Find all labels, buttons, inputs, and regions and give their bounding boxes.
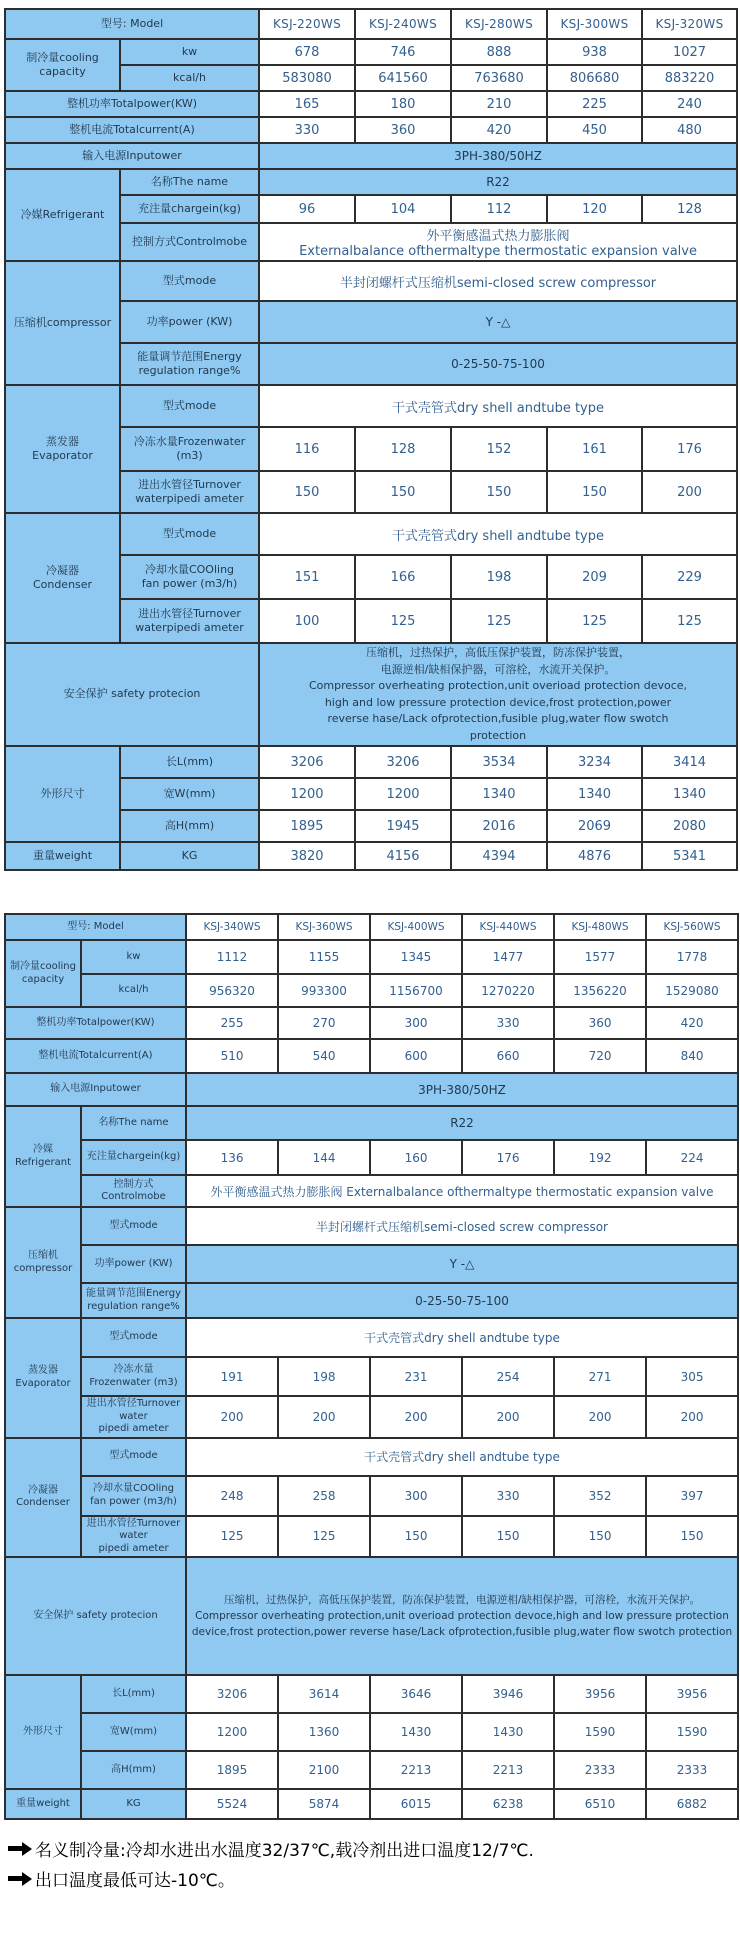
- row-label-cell: 进出水管径Turnover water pipedi ameter: [81, 1516, 186, 1558]
- table-row: [5, 261, 737, 301]
- value-cell: 干式壳管式dry shell andtube type: [259, 513, 737, 555]
- table-row: [5, 1245, 738, 1283]
- value-cell: 300: [370, 1476, 462, 1516]
- group-label-compressor: 压缩机compressor: [5, 261, 120, 385]
- row-label-cell: kw: [120, 39, 259, 65]
- group-label-weight: 重量weight: [5, 842, 120, 870]
- value-cell: 1340: [547, 778, 642, 810]
- value-cell: 112: [451, 195, 547, 223]
- value-cell: 5524: [186, 1789, 278, 1819]
- value-cell: 1200: [186, 1713, 278, 1751]
- group-label-evaporator: 蒸发器 Evaporator: [5, 385, 120, 513]
- value-cell: 229: [642, 555, 737, 599]
- value-cell: 150: [259, 471, 355, 513]
- table-row: [5, 1789, 738, 1819]
- table-row: [5, 746, 737, 778]
- row-label-cell: 冷却水量COOling fan power (m3/h): [120, 555, 259, 599]
- shared-value-cell: 3PH-380/50HZ: [186, 1073, 738, 1106]
- table-row: [5, 385, 737, 427]
- value-cell: 1356220: [554, 974, 646, 1007]
- row-label-cell: 长L(mm): [81, 1675, 186, 1713]
- value-cell: 半封闭螺杆式压缩机semi-closed screw compressor: [186, 1207, 738, 1245]
- value-cell: 120: [547, 195, 642, 223]
- value-cell: 210: [451, 91, 547, 117]
- value-cell: 150: [547, 471, 642, 513]
- value-cell: 2016: [451, 810, 547, 842]
- table-row: [5, 1207, 738, 1245]
- value-cell: 3206: [186, 1675, 278, 1713]
- table-row: [5, 9, 737, 39]
- group-label-compressor: 压缩机compressor: [5, 1207, 81, 1318]
- group-label-weight: 重量weight: [5, 1789, 81, 1819]
- value-cell: 176: [642, 427, 737, 471]
- value-cell: 225: [547, 91, 642, 117]
- row-label-cell: 进出水管径Turnover waterpipedi ameter: [120, 471, 259, 513]
- table-row: [5, 1140, 738, 1175]
- value-cell: 993300: [278, 974, 370, 1007]
- table-row: [5, 1318, 738, 1357]
- value-cell: 420: [451, 117, 547, 143]
- value-cell: 125: [547, 599, 642, 643]
- value-cell: 254: [462, 1357, 554, 1396]
- value-cell: 3206: [355, 746, 451, 778]
- value-cell: 1156700: [370, 974, 462, 1007]
- value-cell: 1430: [462, 1713, 554, 1751]
- row-label-cell: 高H(mm): [120, 810, 259, 842]
- value-cell: 248: [186, 1476, 278, 1516]
- table-row: [5, 1039, 738, 1073]
- value-cell: 1345: [370, 940, 462, 974]
- value-cell: 583080: [259, 65, 355, 91]
- value-cell: 4394: [451, 842, 547, 870]
- group-label-cooling-capacity: 制冷量cooling capacity: [5, 940, 81, 1007]
- row-label-cell: KG: [120, 842, 259, 870]
- value-cell: 330: [259, 117, 355, 143]
- value-cell: 270: [278, 1007, 370, 1039]
- value-cell: 420: [646, 1007, 738, 1039]
- row-label-cell: 整机功率Totalpower(KW): [5, 1007, 186, 1039]
- value-cell: 600: [370, 1039, 462, 1073]
- value-cell: 干式壳管式dry shell andtube type: [186, 1318, 738, 1357]
- spec-table-1: [4, 8, 738, 871]
- value-cell: 1590: [646, 1713, 738, 1751]
- table-row: [5, 1751, 738, 1789]
- value-cell: 200: [462, 1396, 554, 1438]
- model-name-cell: KSJ-300WS: [547, 9, 642, 39]
- table-row: [5, 39, 737, 65]
- value-cell: 125: [186, 1516, 278, 1558]
- value-cell: 125: [278, 1516, 370, 1558]
- value-cell: 152: [451, 427, 547, 471]
- table-row: [5, 91, 737, 117]
- table-row: [5, 842, 737, 870]
- value-cell: 125: [642, 599, 737, 643]
- row-label-cell: 冷冻水量Frozenwater (m3): [81, 1357, 186, 1396]
- value-cell: 231: [370, 1357, 462, 1396]
- value-cell: 641560: [355, 65, 451, 91]
- value-cell: 6238: [462, 1789, 554, 1819]
- value-cell: 1945: [355, 810, 451, 842]
- value-cell: 883220: [642, 65, 737, 91]
- shared-value-cell: 0-25-50-75-100: [186, 1283, 738, 1318]
- value-cell: 干式壳管式dry shell andtube type: [186, 1438, 738, 1476]
- table-row: [5, 1438, 738, 1476]
- group-label-evaporator: 蒸发器 Evaporator: [5, 1318, 81, 1438]
- value-cell: 3946: [462, 1675, 554, 1713]
- row-label-cell: 冷冻水量Frozenwater (m3): [120, 427, 259, 471]
- safety-protection-text: 压缩机，过热保护，高低压保护装置，防冻保护装置， 电源逆相/缺相保护器，可溶栓，水流开关保护。 Compressor overheating protection,unit overioad protection devoce, high and low pressure protection device,frost protection,power reverse hase/Lack ofprotection,fusible plug,water flow swotch protection: [259, 643, 737, 746]
- value-cell: 2333: [646, 1751, 738, 1789]
- table-row: [5, 513, 737, 555]
- group-label-dimensions: 外形尺寸: [5, 746, 120, 842]
- value-cell: 678: [259, 39, 355, 65]
- model-header-label: 型号: Model: [5, 9, 259, 39]
- table-row: [5, 1476, 738, 1516]
- model-name-cell: KSJ-400WS: [370, 914, 462, 940]
- table-row: [5, 1357, 738, 1396]
- row-label-cell: 进出水管径Turnover waterpipedi ameter: [120, 599, 259, 643]
- table-row: [5, 1283, 738, 1318]
- value-cell: 161: [547, 427, 642, 471]
- row-label-cell: 宽W(mm): [120, 778, 259, 810]
- table-row: [5, 169, 737, 195]
- value-cell: 6882: [646, 1789, 738, 1819]
- value-cell: 4876: [547, 842, 642, 870]
- row-label-cell: kcal/h: [120, 65, 259, 91]
- row-label-cell: 长L(mm): [120, 746, 259, 778]
- value-cell: 150: [646, 1516, 738, 1558]
- model-name-cell: KSJ-280WS: [451, 9, 547, 39]
- value-cell: 100: [259, 599, 355, 643]
- row-label-cell: kcal/h: [81, 974, 186, 1007]
- value-cell: 450: [547, 117, 642, 143]
- value-cell: 128: [642, 195, 737, 223]
- value-cell: 300: [370, 1007, 462, 1039]
- row-label-cell: 型式mode: [81, 1207, 186, 1245]
- value-cell: 746: [355, 39, 451, 65]
- row-label-cell: 输入电源Inputower: [5, 1073, 186, 1106]
- value-cell: 200: [646, 1396, 738, 1438]
- row-label-cell: kw: [81, 940, 186, 974]
- value-cell: 干式壳管式dry shell andtube type: [259, 385, 737, 427]
- value-cell: 840: [646, 1039, 738, 1073]
- row-label-cell: 型式mode: [120, 385, 259, 427]
- value-cell: 200: [642, 471, 737, 513]
- row-label-cell: 控制方式Controlmobe: [81, 1175, 186, 1207]
- value-cell: 198: [451, 555, 547, 599]
- table-row: [5, 914, 738, 940]
- table-row: [5, 1007, 738, 1039]
- shared-value-cell: 3PH-380/50HZ: [259, 143, 737, 169]
- value-cell: 160: [370, 1140, 462, 1175]
- model-name-cell: KSJ-340WS: [186, 914, 278, 940]
- value-cell: 1590: [554, 1713, 646, 1751]
- value-cell: 305: [646, 1357, 738, 1396]
- value-cell: 1360: [278, 1713, 370, 1751]
- row-label-cell: 型式mode: [120, 513, 259, 555]
- table-row: [5, 143, 737, 169]
- value-cell: 5874: [278, 1789, 370, 1819]
- value-cell: 3956: [554, 1675, 646, 1713]
- value-cell: 128: [355, 427, 451, 471]
- value-cell: 192: [554, 1140, 646, 1175]
- value-cell: 2333: [554, 1751, 646, 1789]
- value-cell: 104: [355, 195, 451, 223]
- value-cell: 956320: [186, 974, 278, 1007]
- value-cell: 200: [554, 1396, 646, 1438]
- value-cell: 96: [259, 195, 355, 223]
- table-row: [5, 1396, 738, 1438]
- value-cell: 136: [186, 1140, 278, 1175]
- note-outlet-temperature: [8, 1866, 740, 1891]
- value-cell: 330: [462, 1476, 554, 1516]
- value-cell: 2080: [642, 810, 737, 842]
- row-label-cell: 功率power (KW): [120, 301, 259, 343]
- row-label-cell: 充注量chargein(kg): [120, 195, 259, 223]
- shared-value-cell: R22: [259, 169, 737, 195]
- value-cell: 3646: [370, 1675, 462, 1713]
- model-header-label: 型号: Model: [5, 914, 186, 940]
- value-cell: 191: [186, 1357, 278, 1396]
- shared-value-cell: 0-25-50-75-100: [259, 343, 737, 385]
- value-cell: 1112: [186, 940, 278, 974]
- group-label-refrigerant: 冷媒Refrigerant: [5, 1106, 81, 1207]
- group-label-safety-protection: 安全保护 safety protecion: [5, 1557, 186, 1675]
- value-cell: 720: [554, 1039, 646, 1073]
- model-name-cell: KSJ-240WS: [355, 9, 451, 39]
- value-cell: 258: [278, 1476, 370, 1516]
- table-row: [5, 1175, 738, 1207]
- row-label-cell: 输入电源Inputower: [5, 143, 259, 169]
- model-name-cell: KSJ-360WS: [278, 914, 370, 940]
- row-label-cell: 整机功率Totalpower(KW): [5, 91, 259, 117]
- footer-notes: [8, 1836, 740, 1891]
- value-cell: 6510: [554, 1789, 646, 1819]
- value-cell: 480: [642, 117, 737, 143]
- arrow-right-icon: [8, 1842, 32, 1856]
- row-label-cell: 能量调节范围Energy regulation range%: [120, 343, 259, 385]
- value-cell: 5341: [642, 842, 737, 870]
- table-row: [5, 117, 737, 143]
- value-cell: 888: [451, 39, 547, 65]
- row-label-cell: 控制方式Controlmobe: [120, 223, 259, 261]
- table-row: [5, 1516, 738, 1558]
- model-name-cell: KSJ-220WS: [259, 9, 355, 39]
- value-cell: 1529080: [646, 974, 738, 1007]
- value-cell: 150: [355, 471, 451, 513]
- group-label-condenser: 冷凝器 Condenser: [5, 513, 120, 643]
- spec-table-2: [4, 913, 739, 1820]
- shared-value-cell: R22: [186, 1106, 738, 1140]
- value-cell: 半封闭螺杆式压缩机semi-closed screw compressor: [259, 261, 737, 301]
- value-cell: 1895: [186, 1751, 278, 1789]
- value-cell: 150: [554, 1516, 646, 1558]
- group-label-safety-protection: 安全保护 safety protecion: [5, 643, 259, 746]
- value-cell: 763680: [451, 65, 547, 91]
- shared-value-cell: Y -△: [186, 1245, 738, 1283]
- row-label-cell: 功率power (KW): [81, 1245, 186, 1283]
- group-label-condenser: 冷凝器 Condenser: [5, 1438, 81, 1558]
- value-cell: 2100: [278, 1751, 370, 1789]
- table-row: [5, 1713, 738, 1751]
- model-name-cell: KSJ-560WS: [646, 914, 738, 940]
- table-row: [5, 1675, 738, 1713]
- value-cell: 1430: [370, 1713, 462, 1751]
- value-cell: 165: [259, 91, 355, 117]
- value-cell: 1155: [278, 940, 370, 974]
- row-label-cell: 充注量chargein(kg): [81, 1140, 186, 1175]
- value-cell: 1340: [642, 778, 737, 810]
- row-label-cell: 型式mode: [81, 1318, 186, 1357]
- table-row: [5, 1557, 738, 1675]
- note-text: 名义制冷量:冷却水进出水温度32/37℃,载冷剂出进口温度12/7℃.: [35, 1841, 534, 1861]
- value-cell: 176: [462, 1140, 554, 1175]
- table-row: [5, 1073, 738, 1106]
- table-row: [5, 1106, 738, 1140]
- value-cell: 151: [259, 555, 355, 599]
- note-text: 出口温度最低可达-10℃。: [35, 1871, 235, 1891]
- value-cell: 806680: [547, 65, 642, 91]
- model-name-cell: KSJ-480WS: [554, 914, 646, 940]
- value-cell: 6015: [370, 1789, 462, 1819]
- value-cell: 150: [451, 471, 547, 513]
- value-cell: 3206: [259, 746, 355, 778]
- group-label-cooling-capacity: 制冷量cooling capacity: [5, 39, 120, 91]
- value-cell: 1577: [554, 940, 646, 974]
- note-nominal-capacity: [8, 1836, 740, 1861]
- value-cell: 3534: [451, 746, 547, 778]
- value-cell: 116: [259, 427, 355, 471]
- value-cell: 外平衡感温式热力膨胀阀 Externalbalance ofthermaltype thermostatic expansion valve: [186, 1175, 738, 1207]
- value-cell: 330: [462, 1007, 554, 1039]
- value-cell: 360: [554, 1007, 646, 1039]
- value-cell: 352: [554, 1476, 646, 1516]
- row-label-cell: 型式mode: [120, 261, 259, 301]
- value-cell: 1270220: [462, 974, 554, 1007]
- value-cell: 360: [355, 117, 451, 143]
- value-cell: 2213: [370, 1751, 462, 1789]
- value-cell: 3956: [646, 1675, 738, 1713]
- value-cell: 1027: [642, 39, 737, 65]
- row-label-cell: 高H(mm): [81, 1751, 186, 1789]
- table-row: [5, 643, 737, 746]
- row-label-cell: 型式mode: [81, 1438, 186, 1476]
- value-cell: 1200: [259, 778, 355, 810]
- safety-protection-text: 压缩机，过热保护，高低压保护装置，防冻保护装置，电源逆相/缺相保护器，可溶栓，水流开关保护。 Compressor overheating protection,unit overioad protection devoce,high and low pressure protection device,frost protection,power reverse hase/Lack ofprotection,fusible plug,water flow swotch protection: [186, 1557, 738, 1675]
- table-row: [5, 974, 738, 1007]
- value-cell: 3414: [642, 746, 737, 778]
- value-cell: 255: [186, 1007, 278, 1039]
- table-row: [5, 940, 738, 974]
- value-cell: 166: [355, 555, 451, 599]
- row-label-cell: 整机电流Totalcurrent(A): [5, 117, 259, 143]
- row-label-cell: 能量调节范围Energy regulation range%: [81, 1283, 186, 1318]
- value-cell: 510: [186, 1039, 278, 1073]
- value-cell: 125: [355, 599, 451, 643]
- value-cell: 200: [278, 1396, 370, 1438]
- value-cell: 938: [547, 39, 642, 65]
- value-cell: 3234: [547, 746, 642, 778]
- value-cell: 180: [355, 91, 451, 117]
- value-cell: 1895: [259, 810, 355, 842]
- value-cell: 271: [554, 1357, 646, 1396]
- value-cell: 660: [462, 1039, 554, 1073]
- value-cell: 1200: [355, 778, 451, 810]
- value-cell: 2213: [462, 1751, 554, 1789]
- model-name-cell: KSJ-440WS: [462, 914, 554, 940]
- row-label-cell: 名称The name: [120, 169, 259, 195]
- value-cell: 240: [642, 91, 737, 117]
- value-cell: 209: [547, 555, 642, 599]
- value-cell: 125: [451, 599, 547, 643]
- value-cell: 4156: [355, 842, 451, 870]
- value-cell: 198: [278, 1357, 370, 1396]
- value-cell: 1477: [462, 940, 554, 974]
- value-cell: 1340: [451, 778, 547, 810]
- value-cell: 200: [186, 1396, 278, 1438]
- group-label-dimensions: 外形尺寸: [5, 1675, 81, 1789]
- row-label-cell: 整机电流Totalcurrent(A): [5, 1039, 186, 1073]
- value-cell: 1778: [646, 940, 738, 974]
- row-label-cell: 冷却水量COOling fan power (m3/h): [81, 1476, 186, 1516]
- value-cell: 150: [462, 1516, 554, 1558]
- model-name-cell: KSJ-320WS: [642, 9, 737, 39]
- arrow-right-icon: [8, 1872, 32, 1886]
- value-cell: 397: [646, 1476, 738, 1516]
- value-cell: 200: [370, 1396, 462, 1438]
- row-label-cell: KG: [81, 1789, 186, 1819]
- row-label-cell: 进出水管径Turnover water pipedi ameter: [81, 1396, 186, 1438]
- value-cell: 150: [370, 1516, 462, 1558]
- value-cell: 144: [278, 1140, 370, 1175]
- row-label-cell: 宽W(mm): [81, 1713, 186, 1751]
- value-cell: 2069: [547, 810, 642, 842]
- shared-value-cell: Y -△: [259, 301, 737, 343]
- value-cell: 3614: [278, 1675, 370, 1713]
- group-label-refrigerant: 冷媒Refrigerant: [5, 169, 120, 261]
- value-cell: 540: [278, 1039, 370, 1073]
- row-label-cell: 名称The name: [81, 1106, 186, 1140]
- value-cell: 224: [646, 1140, 738, 1175]
- value-cell: 外平衡感温式热力膨胀阀 Externalbalance ofthermaltype thermostatic expansion valve: [259, 223, 737, 261]
- value-cell: 3820: [259, 842, 355, 870]
